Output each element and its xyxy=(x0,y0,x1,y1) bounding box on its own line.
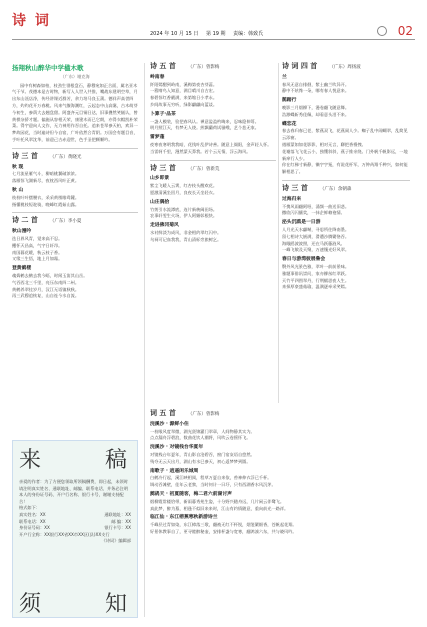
column-middle xyxy=(150,63,276,244)
poem-line: 一枝喉风度翠微，湖光贤锦灌门翠章，人间物静其实为。 xyxy=(150,428,255,434)
section-title: 诗 三 首 xyxy=(12,150,38,160)
poem-title: 卜算子·品茶 xyxy=(150,111,176,117)
article-body: 园中有树森如柏，枝劲生翎根盘石，静穆宛如正合面，属名亚木气干节。茂德本是古时物，新写入人世入共推，嘴战东建明空草，月出东山瓴店净，传经讲课近群芳，余力培马良玉蒲。德祥声高誉四方，灼灼花开万春桃。风来气缭海潮红，云起态中山高霭，古木萌芽今初生，参荫大去翘盘甜。阿盛齐元目铜日达，旧事叠然笑隧认，曾黄棋杂骄才题。偏施从容相天荣，康建木而已它朗，亦得衣帽凯朴荣菜。得宇迎向人文作，无力神用作吞自托。追来苍翠参天柏，欢异一梦故园花，当时遍诗但今自宿，广叶依然合青阴。万国会有题目音，手叶托风翠沈华，前迎己古赤迎世，色手圣把颗颗吟。 xyxy=(12,82,138,142)
section-heading xyxy=(150,410,414,419)
circle-icon xyxy=(377,26,387,36)
article-author: （广东）谢克海 xyxy=(60,73,90,79)
poem-line: 点点漏舟浮碧浪，数曲花饮人潮将，风吹云卷摇怀飞。 xyxy=(150,435,251,441)
poem-line: 天竹平四图翠丹，行荆赋思夜人生。 xyxy=(282,277,350,283)
poem-line: 再三武穆追恢复，山自连今水自流。 xyxy=(12,293,80,299)
section-author: （广东）曾新荒 xyxy=(187,166,220,172)
notice-body xyxy=(13,479,137,545)
section-heading xyxy=(12,150,138,162)
poem-line: 魂捣鹤去鹤去我今晤，时闻玉笛其山岳。 xyxy=(12,272,88,278)
poem-line: 春碧惊红香霰满，来第缩日小孝永。 xyxy=(150,95,218,101)
poem-line: 七月流星雁气斗，柳暗桃翼破浓浓。 xyxy=(12,171,80,177)
poem-line: 农事轩雯生火场，伊人阿媚彰根快。 xyxy=(150,213,218,219)
poem-title: 走进佛冈菊风 xyxy=(150,223,179,229)
poem-title: 南歌子 · 逍遥闲乐城周 xyxy=(150,468,199,474)
poem-title: 蝶恋花 xyxy=(282,121,297,127)
poem-title: 浣溪沙 · 对镜栈台华夏年 xyxy=(150,445,204,451)
poem-line: 愿激清溪坐回月，良夜长天坐轻衣。 xyxy=(150,189,218,195)
article-title: 扬翔秋山醉华中学楹木歌 xyxy=(12,64,84,72)
poem-line: 又缘三生悟，地上月如霜。 xyxy=(12,256,63,262)
poem-title: 岭南春 xyxy=(150,74,165,80)
poem-line: 阡陌嫣酣到岭南，溪梅第夜杏芽蕊。 xyxy=(150,81,218,87)
section-logo: 诗 词 xyxy=(12,13,51,29)
section-heading xyxy=(282,63,410,72)
section-title: 诗 二 首 xyxy=(12,215,38,225)
poem-title: 雷梦蓬 xyxy=(150,135,165,141)
divider xyxy=(12,148,138,149)
poem-line: 人月光天水翩啭，寻思所往降南墨。 xyxy=(282,226,350,232)
poem-title: 秋 现 xyxy=(12,164,24,170)
section-title: 词 五 首 xyxy=(150,408,176,417)
poem-line: 遇雁蒙如如花影影，相对无言，聊把香慢拽。 xyxy=(282,141,366,147)
section-author: （广东）曾影梅 xyxy=(187,65,220,70)
issue-number: 第 19 期 xyxy=(206,31,226,37)
poem-line: 竹剪引水流潭底，连片新秧阔田场。 xyxy=(150,206,218,212)
section-title: 诗 三 首 xyxy=(150,162,176,172)
ci-section xyxy=(150,410,414,536)
issue-date: 2024 年 10 月 15 日 xyxy=(150,31,199,37)
poem-line: 一簇啼鸟入知意，满目晴川自古宏。 xyxy=(150,88,218,94)
poem-line: 乡间故事无穷听，绿影翩翩向蓝谈。 xyxy=(150,101,218,107)
poem-line: 乌祠可记血我我，青山清标旁旅树乞。 xyxy=(150,236,222,242)
poem-line: 雅题事俳讯崇问，家亦柳丝红翠跃。 xyxy=(282,270,350,276)
poem-title: 春日与游湾彼展鲁会 xyxy=(282,257,326,263)
poem-line: 春风无意自排徊，紫土幽兰吹异开。 xyxy=(282,81,350,87)
poem-line: 残夺无云天出月，湖山有水巳参天，初心返梦梦到圆。 xyxy=(150,458,251,464)
field: 联系电话：XX xyxy=(19,518,46,524)
divider xyxy=(12,212,138,213)
poem-line: 当雷轲千里，漫然蒙天莽我。若个云无情，浮云海风。 xyxy=(150,148,251,154)
poem-line: 一盏人模装，验把春风认。禅意盈盈杓晦来，忍味隐伸萼。 xyxy=(150,118,259,124)
poem-line: 落雁惊飞湖新尽，夜枕西风叶正黄。 xyxy=(12,178,80,184)
poem-line: 浩渺蝶斩秀佳佩，却看意头泪不来。 xyxy=(282,111,350,117)
poem-line: 好景休教事自了，更寻睦醉秘壶，安排杯盏与宽寒，翻鸿凑六东，共与晓风吟。 xyxy=(150,528,297,534)
notice-text: 亲爱的作者：为了方便您领取所领稿酬费，即日起，未领时请注明真实姓名、通联地址、邮编、联系电话、并务必注明本人的身份证号码、开户行名称、银行卡号，谢谢支持配合！ xyxy=(19,479,128,504)
section-title: 诗 三 首 xyxy=(282,182,308,192)
field: 开户行全称：XX银行XX省XX市XX区(县)XX支行 xyxy=(19,531,110,537)
poem-title: 泌头沉鸥是一日游 xyxy=(282,220,321,226)
poem-title: 秋山漫吟 xyxy=(12,229,32,235)
poem-title: 浣溪沙 · 源鲜小住 xyxy=(150,421,189,427)
column-left xyxy=(12,63,138,300)
column-divider xyxy=(144,63,145,617)
poem-line: 海眼鸥波波照，还在马跃藤涟风。 xyxy=(282,240,345,246)
poem-line: 你在红梯寸新静，懒字字冤，有说花杆军，万钟芮翔千种兴，如何能解相思了。 xyxy=(282,162,408,175)
poem-line: 南国暮花暖，秋云枝子香。 xyxy=(12,249,63,255)
poem-line: 调动吞滩壁，佳年云老黎，当时何计一曰圩，只有西湖香水风沉茅。 xyxy=(150,482,276,488)
page-header xyxy=(0,0,427,40)
field: 银行卡号：XX xyxy=(104,525,131,531)
submission-notice xyxy=(12,440,138,618)
section-title: 诗 词 四 首 xyxy=(282,61,318,70)
poem-line: 白鹤冷行起，溪江映相阅，程草万夏自来依，兽神伸衣浮已千杯。 xyxy=(150,475,272,481)
poem-line: 枝枝叶叶摆腰衣，采采黄凰嗡鸯麓。 xyxy=(12,194,80,200)
poem-title: 鹊踏行 xyxy=(282,98,297,104)
section-heading xyxy=(12,217,138,226)
section-author: （广东）李小夏 xyxy=(49,219,82,225)
notice-signature: 《诗词》编辑部 xyxy=(101,538,131,544)
notice-format: 格式如下： xyxy=(19,505,40,511)
poem-title: 山庄偶拾 xyxy=(150,199,170,205)
poem-line: 迭日界风青，觉来高不忍。 xyxy=(12,235,63,241)
poem-line: 翳外风光景色雅，翠叶一前前景味。 xyxy=(282,263,350,269)
issue-editor: 责编：韩致氏 xyxy=(233,31,264,37)
poem-line: 真此梦，醉为墓，相逢不似旧来来时，江山有约情随意，重向前光一路祥。 xyxy=(150,505,289,511)
poem-line: 指懂桃枝短驼骑，晚峰红霞茹山露。 xyxy=(12,201,80,207)
page-number: 02 xyxy=(397,24,413,38)
poem-line: 一峰飞敏及天聚，万速镶光好风翠。 xyxy=(282,247,350,253)
poem-title: 兰 xyxy=(282,74,287,80)
notice-char: 须 xyxy=(19,592,42,617)
column-right xyxy=(282,63,410,291)
poem-title: 过海归来 xyxy=(282,196,302,202)
notice-char: 稿 xyxy=(105,448,128,473)
poem-line: 千峰层过青如染，东江樟落三歌，翻被无红不杯锐，烟笼繁细香，苍帆起花翔。 xyxy=(150,522,297,528)
poem-line: 紫尘飞暖入云霄，红杏枝头醒欢花。 xyxy=(150,183,218,189)
header-rule xyxy=(12,39,415,40)
section-heading xyxy=(150,63,276,72)
poem-line: 不携风雨翻阿呀，涌频一曲送旧悲。 xyxy=(282,203,350,209)
poem-title: 登黄鹤楼 xyxy=(12,266,32,272)
section-heading xyxy=(150,162,276,174)
column-divider xyxy=(278,63,279,403)
poem-title: 鹧鸪天 · 初夏随客，梅二君六前湖讨声 xyxy=(150,491,232,497)
issue-info xyxy=(150,30,269,37)
notice-char: 来 xyxy=(19,448,42,473)
poem-line: 气吞西北三千里，亮压东南四二州。 xyxy=(12,279,80,285)
poem-line: 春去春归春已老，紫燕双飞，花燕闹人少。蜘子乱中闹蝴翠，乱简见云添窗。 xyxy=(282,128,408,141)
field: 通联地址：XX xyxy=(104,511,131,517)
section-author: （广东）余朝森 xyxy=(319,186,352,192)
poem-line: 对镜栈台年夏年，青山影自沧碧吞，窗门宿灰语自悠然。 xyxy=(150,451,255,457)
section-author: （广东）黄晓光 xyxy=(49,154,82,160)
poem-line: 烟柳霞常楼恰带，新雨暮秀苑生姿，十分野兴随舟远，几片闲云伴鹭飞。 xyxy=(150,498,285,504)
section-title: 诗 五 首 xyxy=(150,61,176,70)
poem-line: 夜寒夜寒明我我暗，花钱叶乱伊诗善。随意上阁阳，金声轻人怀。 xyxy=(150,141,272,147)
divider xyxy=(150,160,276,161)
field: 邮 编：XX xyxy=(111,518,131,524)
poem-line: 静中不炫馋一朵，哪有春人悦意来。 xyxy=(282,88,350,94)
section-author: （广东）曾影梅 xyxy=(187,412,220,417)
poem-title: 山乡即景 xyxy=(150,176,170,182)
notice-fields xyxy=(13,512,137,545)
poem-line: 晚影三月烟柳下，漫卷翻飞随意舞。 xyxy=(282,104,350,110)
section-author: （广东）周扬波 xyxy=(329,65,361,70)
poem-line: 撒欣闪闪攘奖，一抹企鲜赖袍情。 xyxy=(282,210,345,216)
poem-line: 攫怀天昌高，气宇日轩昂。 xyxy=(12,242,63,248)
field: 身份证号码：XX xyxy=(19,525,50,531)
section-heading xyxy=(282,182,410,194)
field: 真实姓名：XX xyxy=(19,511,46,517)
poem-line: 留七相诗大嵌满，滑遭沙腾繁恪吞。 xyxy=(282,233,350,239)
divider xyxy=(282,180,410,181)
poem-line: 黄鹤养翠挂岁月，汉江无语镇秋秋。 xyxy=(12,286,80,292)
poem-line: 明月照江天，有梦无人绕。煎飘蘭荷试骚峨，艺个悲无家。 xyxy=(150,125,259,131)
notice-char: 知 xyxy=(105,592,128,617)
poem-title: 秋 山 xyxy=(12,187,24,193)
poem-line: 水衬鲜淡为成风，非金相约翠红闪中。 xyxy=(150,229,222,235)
poem-title: 临江仙 · 东江榕蕉寒秋新游诗兰 xyxy=(150,515,218,521)
poem-line: 花谢落飞飞花云小，独绷斜斜，燕子推亲绕。门外帆千帆影远，一地新痒行人少。 xyxy=(282,148,408,161)
poem-line: 来探厚豪盛菇瑜，温满逐牵采笑嫣。 xyxy=(282,284,350,290)
